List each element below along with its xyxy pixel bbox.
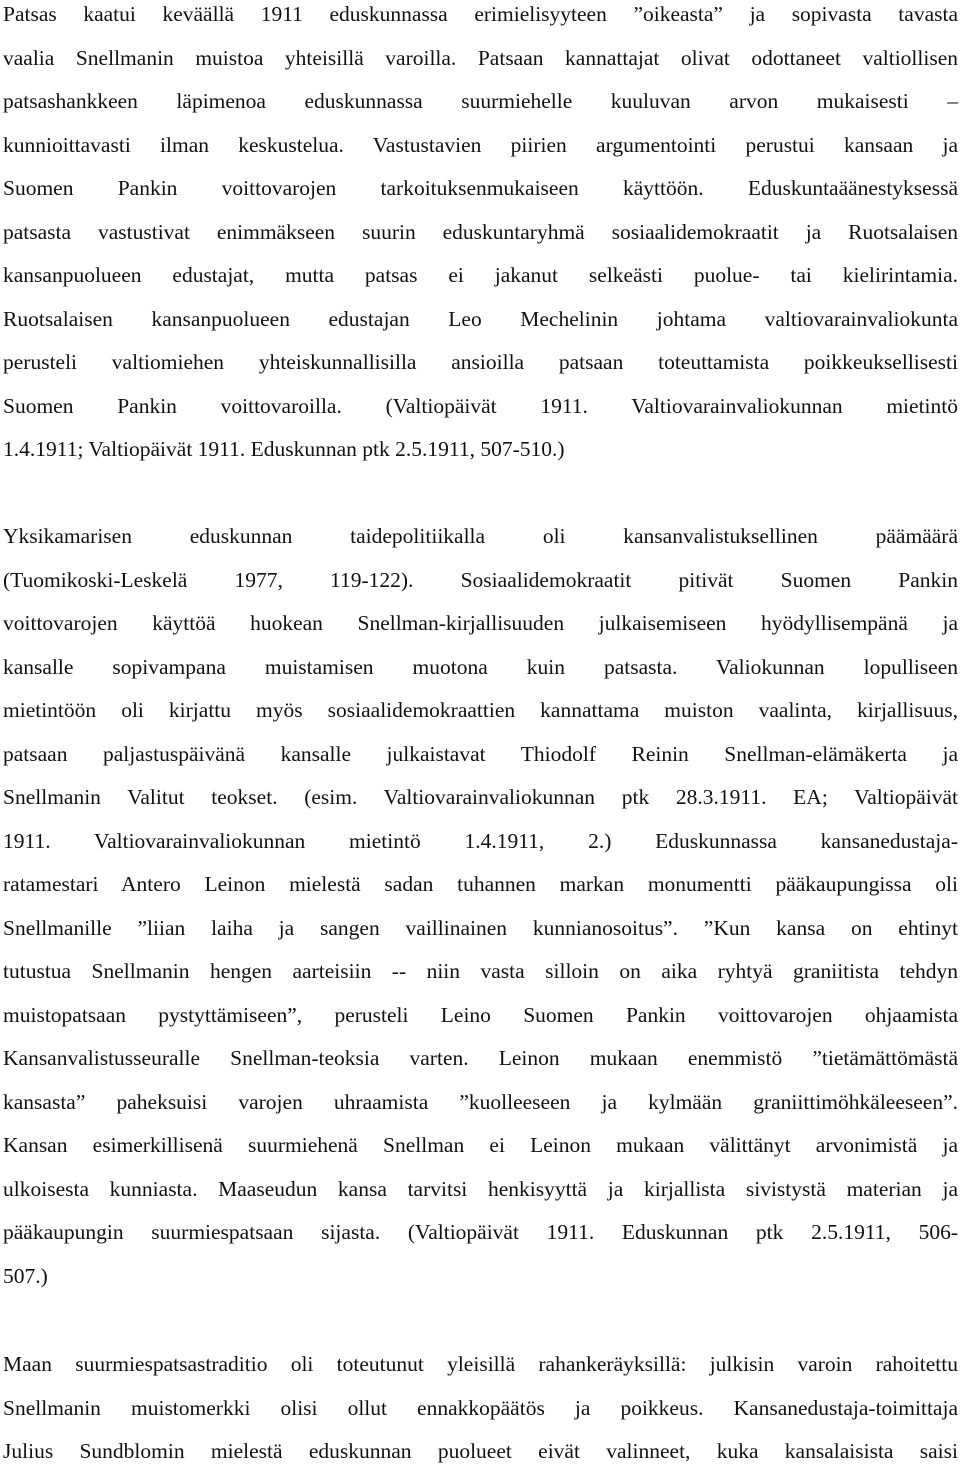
text-line: Kansanvalistusseuralle Snellman-teoksia varten. Leinon mukaan enemmistö ”tietämättömästä (3, 1046, 958, 1070)
text-line: patsaan paljastuspäivänä kansalle julkaistavat Thiodolf Reinin Snellman-elämäkerta ja (3, 741, 958, 766)
text-line: Yksikamarisen eduskunnan taidepolitiikalla oli kansanvalistuksellinen päämäärä (3, 524, 958, 548)
text-line: kunnioittavasti ilman keskustelua. Vastustavien piirien argumentointi perustui kansaan ja (3, 132, 958, 157)
text-line: 1.4.1911; Valtiopäivät 1911. Eduskunnan ptk 2.5.1911, 507-510.) (3, 437, 565, 461)
text-line: Snellmanin Valitut teokset. (esim. Valtiovarainvaliokunnan ptk 28.3.1911. EA; Valtiopäivät (3, 785, 958, 809)
text-line: Maan suurmiespatsastraditio oli toteutunut yleisillä rahankeräyksillä: julkisin varoin rahoitettu (3, 1352, 958, 1376)
text-line: perusteli valtiomiehen yhteiskunnallisilla ansioilla patsaan toteuttamista poikkeuksellisesti (3, 350, 958, 374)
text-line: muistopatsaan pystyttämiseen”, perusteli Leino Suomen Pankin voittovarojen ohjaamista (3, 1002, 958, 1027)
text-line: 507.) (3, 1263, 48, 1288)
text-line: tutustua Snellmanin hengen aarteisiin -- niin vasta silloin on aika ryhtyä graniitista tehdyn (3, 959, 958, 983)
text-line: 1911. Valtiovarainvaliokunnan mietintö 1.4.1911, 2.) Eduskunnassa kansanedustaja- (3, 828, 958, 853)
text-line: (Tuomikoski-Leskelä 1977, 119-122). Sosiaalidemokraatit pitivät Suomen Pankin (3, 567, 958, 592)
text-line: kansanpuolueen edustajat, mutta patsas ei jakanut selkeästi puolue- tai kielirintamia. (3, 263, 958, 287)
text-line: patsasta vastustivat enimmäkseen suurin eduskuntaryhmä sosiaalidemokraatit ja Ruotsalaisen (3, 219, 958, 244)
paragraph-yksikamarisen (3, 522, 958, 1305)
text-line: mietintöön oli kirjattu myös sosiaalidemokraattien kannattama muiston vaalinta, kirjallisuus, (3, 698, 958, 722)
text-line: voittovarojen käyttöä huokean Snellman-kirjallisuuden julkaisemiseen hyödyllisempänä ja (3, 611, 958, 635)
text-line: ratamestari Antero Leinon mielestä sadan tuhannen markan monumentti pääkaupungissa oli (3, 872, 958, 896)
text-line: ulkoisesta kunniasta. Maaseudun kansa tarvitsi henkisyyttä ja kirjallista sivistystä materian ja (3, 1176, 958, 1201)
text-line: Ruotsalaisen kansanpuolueen edustajan Leo Mechelinin johtama valtiovarainvaliokunta (3, 306, 958, 331)
text-line: kansalle sopivampana muistamisen muotona kuin patsasta. Valiokunnan lopulliseen (3, 654, 958, 679)
paragraph-maan-suurmiespatsastraditio (3, 1350, 958, 1481)
text-line: vaalia Snellmanin muistoa yhteisillä varoilla. Patsaan kannattajat olivat odottaneet valtiollisen (3, 45, 958, 70)
text-line: Snellmanin muistomerkki olisi ollut ennakkopäätös ja poikkeus. Kansanedustaja-toimittaja (3, 1395, 958, 1420)
text-line: Julius Sundblomin mielestä eduskunnan puolueet eivät valinneet, kuka kansalaisista saisi (3, 1439, 958, 1463)
text-line: kansasta” paheksuisi varojen uhraamista ”kuolleeseen ja kylmään graniittimöhkäleeseen”. (3, 1089, 958, 1114)
text-line: Suomen Pankin voittovaroilla. (Valtiopäivät 1911. Valtiovarainvaliokunnan mietintö (3, 393, 958, 418)
text-line: pääkaupungin suurmiespatsaan sijasta. (Valtiopäivät 1911. Eduskunnan ptk 2.5.1911, 506- (3, 1220, 958, 1244)
text-line: Patsas kaatui keväällä 1911 eduskunnassa erimielisyyteen ”oikeasta” ja sopivasta tavasta (3, 2, 958, 26)
text-line: Suomen Pankin voittovarojen tarkoituksenmukaiseen käyttöön. Eduskuntaäänestyksessä (3, 176, 958, 200)
text-line: Snellmanille ”liian laiha ja sangen vaillinainen kunnianosoitus”. ”Kun kansa on ehtinyt (3, 915, 958, 940)
text-line: Kansan esimerkillisenä suurmiehenä Snellman ei Leinon mukaan välittänyt arvonimistä ja (3, 1133, 958, 1157)
text-line: patsashankkeen läpimenoa eduskunnassa suurmiehelle kuuluvan arvon mukaisesti – (3, 89, 958, 113)
paragraph-patsas-kaatui (3, 0, 958, 479)
